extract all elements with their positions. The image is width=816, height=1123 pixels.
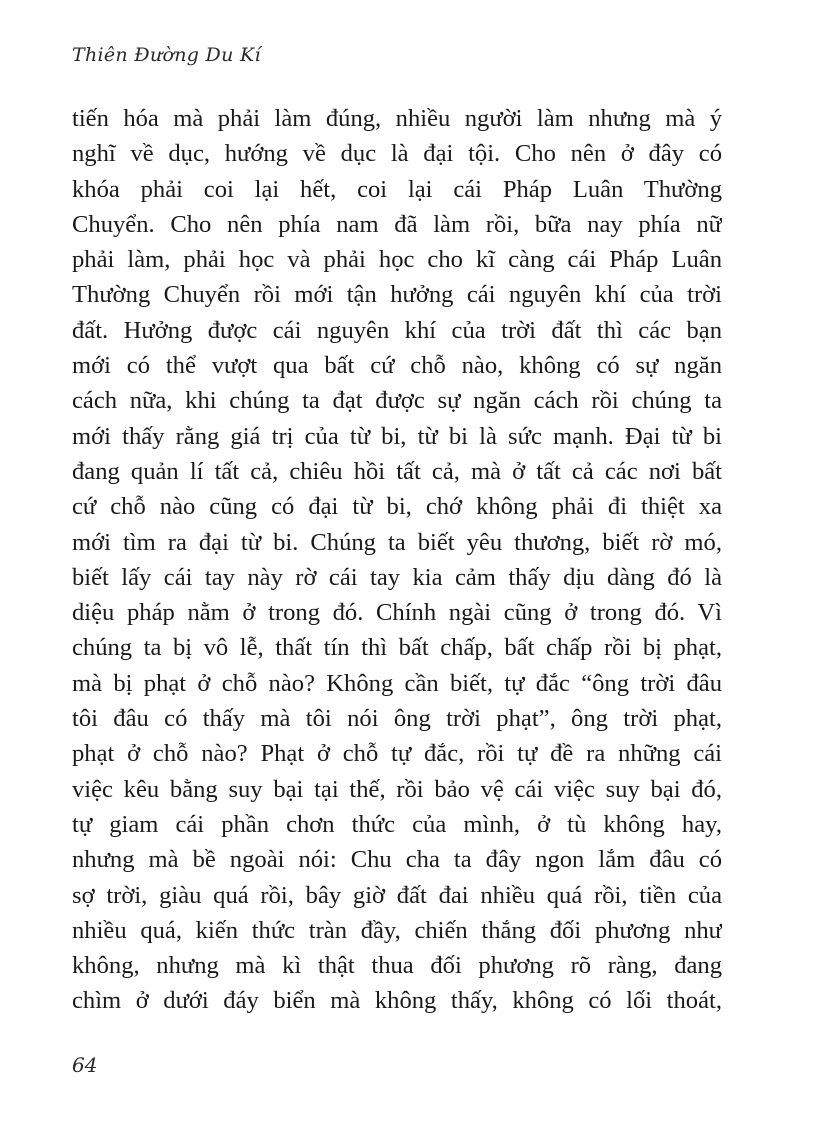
text-line: không, nhưng mà kì thật thua đối phương rõ ràng, đang [72,952,722,980]
text-line: tự giam cái phần chơn thức của mình, ở tù không hay, [72,810,722,838]
text-line: việc kêu bằng suy bại tại thế, rồi bảo vệ cái việc suy bại đó, [72,775,722,803]
text-line: đang quản lí tất cả, chiêu hồi tất cả, mà ở tất cả các nơi bất [72,457,722,485]
text-line: tiến hóa mà phải làm đúng, nhiều người làm nhưng mà ý [72,105,722,132]
text-line: diệu pháp nằm ở trong đó. Chính ngài cũng ở trong đó. Vì [72,599,722,627]
text-line: đất. Hưởng được cái nguyên khí của trời đất thì các bạn [72,316,722,344]
text-line: tôi đâu có thấy mà tôi nói ông trời phạt”, ông trời phạt, [72,705,722,733]
text-line: Thường Chuyển rồi mới tận hưởng cái nguyên khí của trời [72,281,722,309]
text-line: biết lấy cái tay này rờ cái tay kia cảm thấy dịu dàng đó là [72,563,722,591]
running-header-title: Thiên Đường Du Kí [72,44,261,66]
body-paragraph [72,101,722,1019]
text-line: cứ chỗ nào cũng có đại từ bi, chớ không phải đi thiệt xa [72,493,722,521]
text-line: sợ trời, giàu quá rồi, bây giờ đất đai nhiều quá rồi, tiền của [72,881,722,909]
text-line: Chuyển. Cho nên phía nam đã làm rồi, bữa nay phía nữ [72,210,722,238]
text-line: khóa phải coi lại hết, coi lại cái Pháp Luân Thường [72,175,722,203]
text-line: phạt ở chỗ nào? Phạt ở chỗ tự đắc, rồi tự đề ra những cái [72,740,722,768]
text-line: chúng ta bị vô lễ, thất tín thì bất chấp, bất chấp rồi bị phạt, [72,634,722,662]
text-line: nhưng mà bề ngoài nói: Chu cha ta đây ngon lắm đâu có [72,846,722,874]
text-line: cách nữa, khi chúng ta đạt được sự ngăn cách rồi chúng ta [72,387,722,415]
text-line: nghĩ về dục, hướng về dục là đại tội. Cho nên ở đây có [72,140,722,168]
text-line: mà bị phạt ở chỗ nào? Không cần biết, tự đắc “ông trời đâu [72,669,722,697]
page-number: 64 [72,1053,98,1077]
text-line: nhiều quá, kiến thức tràn đầy, chiến thắng đối phương như [72,916,722,944]
text-line: mới có thể vượt qua bất cứ chỗ nào, không có sự ngăn [72,352,722,380]
text-line: chìm ở dưới đáy biển mà không thấy, không có lối thoát, [72,987,722,1015]
text-line: mới tìm ra đại từ bi. Chúng ta biết yêu thương, biết rờ mó, [72,528,722,556]
text-line: mới thấy rằng giá trị của từ bi, từ bi là sức mạnh. Đại từ bi [72,422,722,450]
text-line: phải làm, phải học và phải học cho kĩ càng cái Pháp Luân [72,246,722,274]
